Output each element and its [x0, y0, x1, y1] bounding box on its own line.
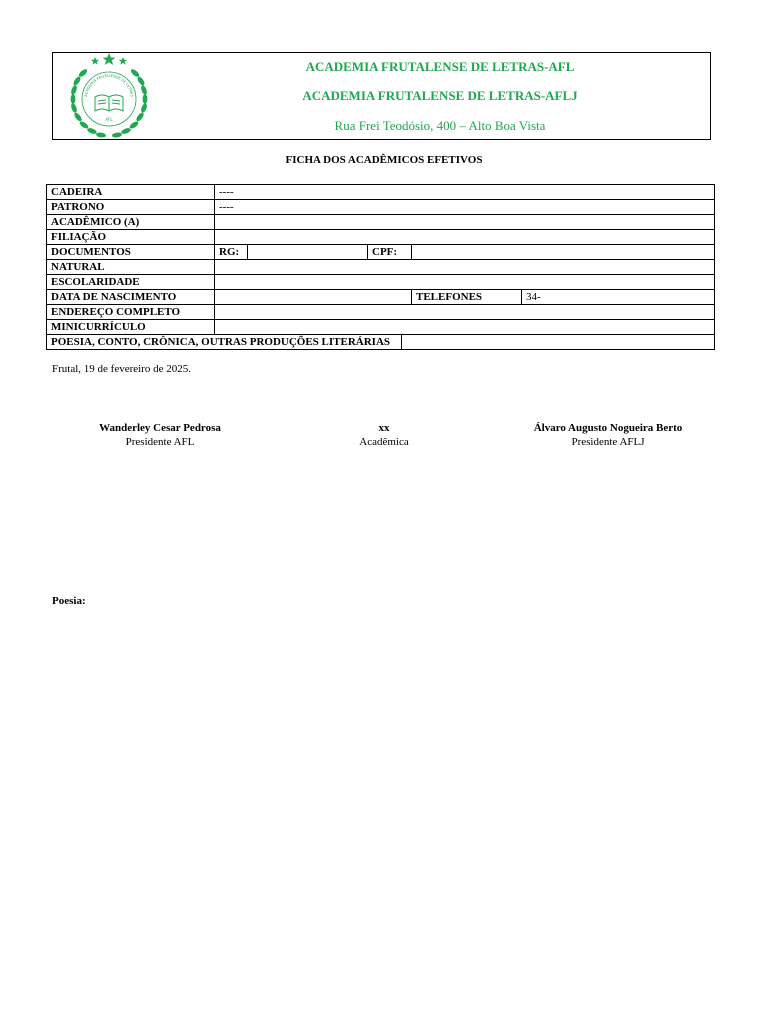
seal-ring-text: ACADEMIA FRUTALENSE DE LETRAS: [84, 73, 134, 98]
signature-role: Presidente AFL: [125, 436, 195, 448]
escolaridade-label: ESCOLARIDADE: [47, 275, 215, 290]
cpf-label: CPF:: [368, 245, 412, 260]
document-title: FICHA DOS ACADÊMICOS EFETIVOS: [285, 154, 483, 166]
cadeira-label: CADEIRA: [47, 185, 215, 200]
signature-name: Wanderley Cesar Pedrosa: [99, 422, 221, 434]
table-row: [47, 320, 715, 335]
table-row: [47, 200, 715, 215]
header-address: Rua Frei Teodósio, 400 – Alto Boa Vista: [334, 118, 546, 133]
telefones-value[interactable]: 34-: [522, 290, 715, 305]
header-line-1: ACADEMIA FRUTALENSE DE LETRAS-AFL: [305, 59, 575, 74]
table-row: [47, 260, 715, 275]
academy-seal-icon: [65, 53, 153, 141]
ficha-table: [46, 184, 715, 350]
table-row: [47, 215, 715, 230]
seal-abbr: AFL: [105, 117, 113, 122]
table-row: [47, 275, 715, 290]
table-row: [47, 335, 715, 350]
cadeira-value[interactable]: ----: [215, 185, 715, 200]
academico-label: ACADÊMICO (A): [47, 215, 215, 230]
date-line: Frutal, 19 de fevereiro de 2025.: [52, 363, 191, 375]
table-row: [47, 305, 715, 320]
signature-block-academica: [274, 421, 494, 449]
academico-value[interactable]: [215, 215, 715, 230]
minicurriculo-label: MINICURRÍCULO: [47, 320, 215, 335]
filiacao-value[interactable]: [215, 230, 715, 245]
producoes-label: POESIA, CONTO, CRÔNICA, OUTRAS PRODUÇÕES LITERÁRIAS: [47, 335, 402, 350]
signature-role: Presidente AFLJ: [571, 436, 645, 448]
signature-block-afl: [50, 421, 270, 449]
minicurriculo-value[interactable]: [215, 320, 715, 335]
natural-value[interactable]: [215, 260, 715, 275]
natural-label: NATURAL: [47, 260, 215, 275]
header-line-2: ACADEMIA FRUTALENSE DE LETRAS-AFLJ: [302, 88, 578, 103]
patrono-value[interactable]: ----: [215, 200, 715, 215]
rg-value[interactable]: [248, 245, 368, 260]
documentos-label: DOCUMENTOS: [47, 245, 215, 260]
poesia-label: Poesia:: [52, 595, 86, 607]
telefones-label: TELEFONES: [412, 290, 522, 305]
patrono-label: PATRONO: [47, 200, 215, 215]
endereco-value[interactable]: [215, 305, 715, 320]
signature-block-aflj: [498, 421, 718, 449]
table-row: [47, 230, 715, 245]
endereco-label: ENDEREÇO COMPLETO: [47, 305, 215, 320]
table-row: [47, 245, 715, 260]
escolaridade-value[interactable]: [215, 275, 715, 290]
rg-label: RG:: [215, 245, 248, 260]
signature-name: Álvaro Augusto Nogueira Berto: [533, 422, 683, 434]
table-row: [47, 290, 715, 305]
table-row: [47, 185, 715, 200]
nascimento-value[interactable]: [215, 290, 412, 305]
producoes-value[interactable]: [402, 335, 715, 350]
signature-role: Acadêmica: [359, 436, 409, 448]
filiacao-label: FILIAÇÃO: [47, 230, 215, 245]
cpf-value[interactable]: [412, 245, 715, 260]
nascimento-label: DATA DE NASCIMENTO: [47, 290, 215, 305]
signature-name: xx: [378, 422, 390, 434]
header-box: [52, 52, 711, 140]
